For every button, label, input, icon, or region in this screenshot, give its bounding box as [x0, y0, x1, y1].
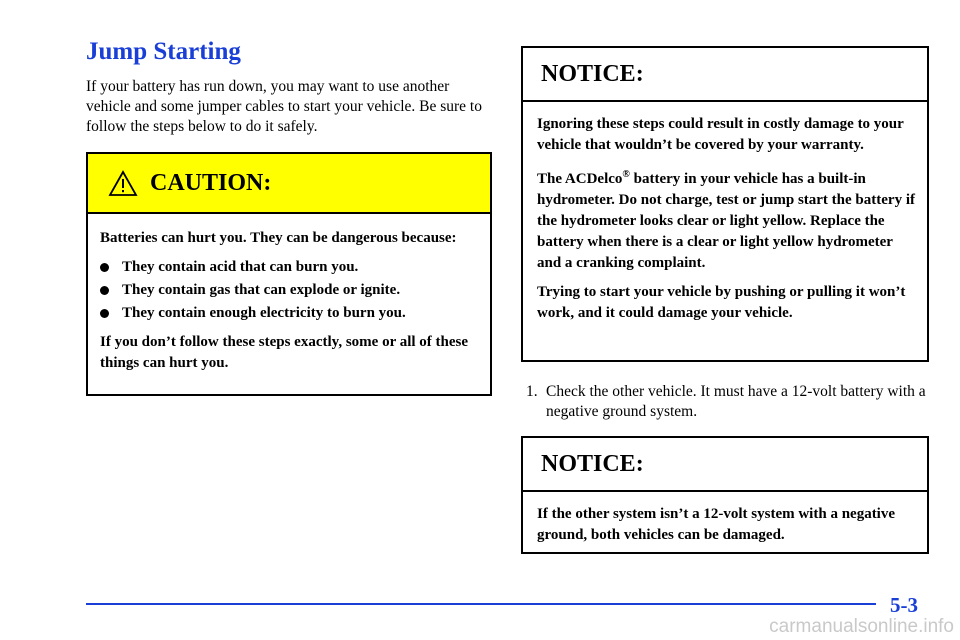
watermark: carmanualsonline.info: [769, 616, 954, 637]
notice-paragraph-3: Trying to start your vehicle by pushing or pulling it won’t work, and it could damage your vehicle.: [537, 284, 906, 321]
caution-bullet-list: [100, 257, 476, 324]
bullet-icon: [100, 263, 109, 272]
notice-paragraph-2: The ACDelco® battery in your vehicle has a built-in hydrometer. Do not charge, test or jump start the battery if the hydrometer looks clear or light yellow. Replace the battery when there is a clear or light yellow hydrometer and a cranking complaint.: [537, 169, 915, 271]
step-1: [526, 382, 926, 422]
notice-heading: NOTICE:: [523, 48, 927, 102]
step-text: Check the other vehicle. It must have a 12-volt battery with a negative ground system.: [546, 383, 926, 420]
caution-heading: CAUTION:: [150, 169, 272, 196]
caution-closing: If you don’t follow these steps exactly, some or all of these things can hurt you.: [100, 334, 469, 371]
page-title: Jump Starting: [86, 38, 241, 65]
notice-text-2: If the other system isn’t a 12-volt system with a negative ground, both vehicles can be damaged.: [537, 506, 896, 543]
caution-lead: Batteries can hurt you. They can be dangerous because:: [100, 230, 457, 246]
list-item: They contain acid that can burn you.: [100, 257, 476, 278]
notice-box: [521, 46, 929, 362]
warning-triangle-icon: [108, 170, 138, 197]
caution-box: [86, 152, 492, 396]
step-number: 1.: [526, 383, 538, 400]
notice-box-2: [521, 436, 929, 554]
intro-paragraph: If your battery has run down, you may want to use another vehicle and some jumper cables to start your vehicle. Be sure to follow the steps below to do it safely.: [86, 78, 482, 135]
notice-paragraph-1: Ignoring these steps could result in costly damage to your vehicle that wouldn’t be covered by your warranty.: [537, 116, 904, 153]
caution-body: [88, 214, 490, 374]
notice-heading-2: NOTICE:: [523, 438, 927, 492]
caution-header: [88, 154, 490, 214]
notice-body: [523, 102, 927, 324]
page-number: 5-3: [890, 593, 918, 617]
bullet-icon: [100, 309, 109, 318]
bullet-icon: [100, 286, 109, 295]
list-item: They contain enough electricity to burn you.: [100, 303, 476, 324]
registered-mark: ®: [622, 169, 630, 180]
list-item: They contain gas that can explode or ignite.: [100, 280, 476, 301]
notice-body-2: [523, 492, 927, 546]
footer-rule: [86, 603, 876, 605]
